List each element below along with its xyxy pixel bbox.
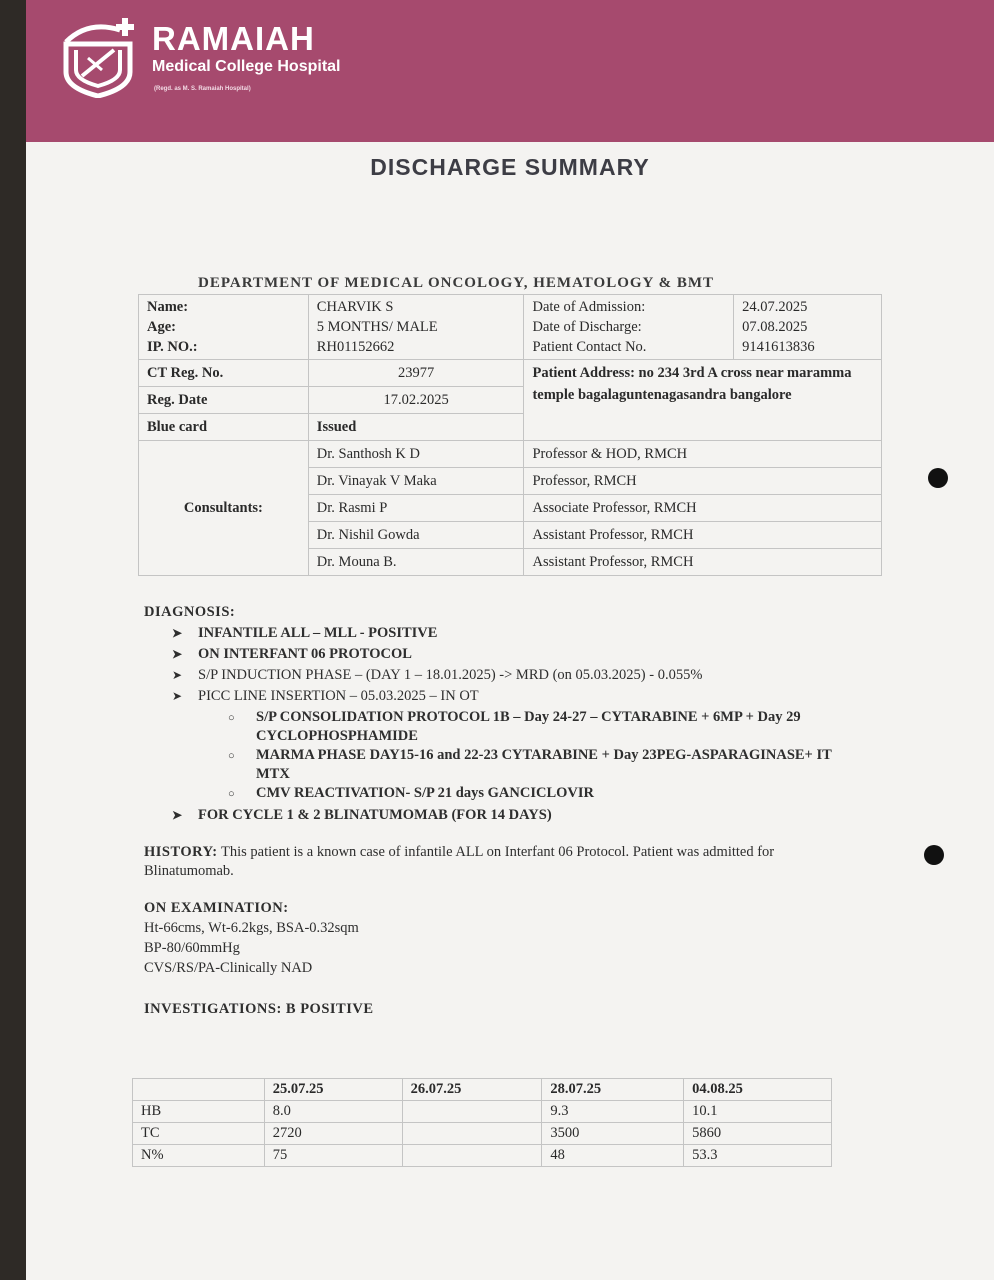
test-value xyxy=(402,1123,542,1145)
diagnosis-text: FOR CYCLE 1 & 2 BLINATUMOMAB (FOR 14 DAYS) xyxy=(198,807,552,823)
table-row xyxy=(139,360,882,387)
punch-hole-icon xyxy=(924,845,944,865)
history-section xyxy=(144,843,844,881)
test-value: 75 xyxy=(264,1145,402,1167)
examination-heading: ON EXAMINATION: xyxy=(144,900,289,916)
test-value: 10.1 xyxy=(684,1101,832,1123)
name-label: Name: xyxy=(147,299,189,315)
consultant-name: Dr. Nishil Gowda xyxy=(308,522,524,549)
test-label: TC xyxy=(133,1123,265,1145)
circle-bullet-icon: ○ xyxy=(228,788,235,800)
list-item xyxy=(172,686,844,803)
history-text: This patient is a known case of infantile ALL on Interfant 06 Protocol. Patient was admitted for Blinatumomab. xyxy=(144,844,775,879)
contact-label: Patient Contact No. xyxy=(532,339,647,355)
brand-subtitle: Medical College Hospital xyxy=(152,58,341,75)
list-item xyxy=(172,665,844,685)
consultant-name: Dr. Santhosh K D xyxy=(308,441,524,468)
arrow-bullet-icon: ➤ xyxy=(172,689,183,703)
patient-address xyxy=(524,360,882,441)
blue-card-label: Blue card xyxy=(139,414,309,441)
date-values xyxy=(734,295,882,360)
test-label: N% xyxy=(133,1145,265,1167)
ip-number: RH01152662 xyxy=(316,339,395,355)
date-header: 28.07.25 xyxy=(542,1079,684,1101)
diagnosis-text: PICC LINE INSERTION – 05.03.2025 – IN OT xyxy=(198,688,479,704)
arrow-bullet-icon: ➤ xyxy=(172,626,183,640)
diagnosis-subtext: CMV REACTIVATION- S/P 21 days GANCICLOVIR xyxy=(256,785,594,801)
list-item xyxy=(228,784,844,803)
reg-date-label: Reg. Date xyxy=(139,387,309,414)
investigations-heading: INVESTIGATIONS: B POSITIVE xyxy=(144,1001,374,1017)
diagnosis-subtext: S/P CONSOLIDATION PROTOCOL 1B – Day 24-27 – CYTARABINE + 6MP + Day 29 CYCLOPHOSPHAMIDE xyxy=(256,709,801,744)
examination-line: Ht-66cms, Wt-6.2kgs, BSA-0.32sqm xyxy=(144,920,359,936)
consultant-role: Associate Professor, RMCH xyxy=(524,495,882,522)
diagnosis-subtext: MARMA PHASE DAY15-16 and 22-23 CYTARABINE + Day 23PEG-ASPARAGINASE+ IT MTX xyxy=(256,747,832,782)
clinical-notes xyxy=(144,604,844,1019)
test-value: 48 xyxy=(542,1145,684,1167)
circle-bullet-icon: ○ xyxy=(228,712,235,724)
test-value: 2720 xyxy=(264,1123,402,1145)
diagnosis-sublist xyxy=(198,708,844,803)
document-page xyxy=(26,0,994,1280)
consultant-name: Dr. Vinayak V Maka xyxy=(308,468,524,495)
department-heading: DEPARTMENT OF MEDICAL ONCOLOGY, HEMATOLOGY & BMT xyxy=(198,275,714,291)
diagnosis-text: S/P INDUCTION PHASE – (DAY 1 – 18.01.2025) -> MRD (on 05.03.2025) - 0.055% xyxy=(198,667,703,683)
diagnosis-text: ON INTERFANT 06 PROTOCOL xyxy=(198,646,412,662)
examination-line: BP-80/60mmHg xyxy=(144,940,240,956)
date-header: 26.07.25 xyxy=(402,1079,542,1101)
address-value: no 234 3rd A cross near maramma temple bagalaguntenagasandra bangalore xyxy=(532,365,852,403)
examination-line: CVS/RS/PA-Clinically NAD xyxy=(144,960,313,976)
diagnosis-heading: DIAGNOSIS: xyxy=(144,604,236,620)
table-row xyxy=(133,1145,832,1167)
consultant-role: Assistant Professor, RMCH xyxy=(524,549,882,576)
admission-date: 24.07.2025 xyxy=(742,299,808,315)
discharge-label: Date of Discharge: xyxy=(532,319,642,335)
list-item xyxy=(172,805,844,825)
history-heading: HISTORY: xyxy=(144,844,218,860)
header-band xyxy=(26,0,994,142)
test-value: 9.3 xyxy=(542,1101,684,1123)
arrow-bullet-icon: ➤ xyxy=(172,647,183,661)
test-value: 8.0 xyxy=(264,1101,402,1123)
date-header: 04.08.25 xyxy=(684,1079,832,1101)
diagnosis-text: INFANTILE ALL – MLL - POSITIVE xyxy=(198,625,438,641)
consultant-role: Assistant Professor, RMCH xyxy=(524,522,882,549)
brand-tagline: (Regd. as M. S. Ramaiah Hospital) xyxy=(154,86,251,92)
table-row xyxy=(133,1079,832,1101)
brand-name: RAMAIAH xyxy=(152,20,315,57)
blue-card-value: Issued xyxy=(308,414,524,441)
list-item xyxy=(228,708,844,746)
table-row xyxy=(133,1123,832,1145)
document-title: DISCHARGE SUMMARY xyxy=(370,154,650,180)
hospital-logo-icon xyxy=(58,14,138,98)
arrow-bullet-icon: ➤ xyxy=(172,808,183,822)
consultants-label: Consultants: xyxy=(139,441,309,576)
punch-hole-icon xyxy=(928,468,948,488)
consultant-role: Professor, RMCH xyxy=(524,468,882,495)
table-corner-cell xyxy=(133,1079,265,1101)
arrow-bullet-icon: ➤ xyxy=(172,668,183,682)
date-labels xyxy=(524,295,734,360)
list-item xyxy=(172,623,844,643)
patient-values xyxy=(308,295,524,360)
age-label: Age: xyxy=(147,319,176,335)
examination-section xyxy=(144,899,844,978)
investigations-table xyxy=(132,1078,832,1167)
table-row xyxy=(139,441,882,468)
patient-age: 5 MONTHS/ MALE xyxy=(316,319,438,335)
list-item xyxy=(172,644,844,664)
consultant-name: Dr. Rasmi P xyxy=(308,495,524,522)
test-value: 5860 xyxy=(684,1123,832,1145)
ip-label: IP. NO.: xyxy=(147,339,198,355)
contact-number: 9141613836 xyxy=(742,339,815,355)
circle-bullet-icon: ○ xyxy=(228,750,235,762)
consultant-name: Dr. Mouna B. xyxy=(308,549,524,576)
date-header: 25.07.25 xyxy=(264,1079,402,1101)
table-row xyxy=(139,295,882,360)
test-value: 3500 xyxy=(542,1123,684,1145)
reg-date: 17.02.2025 xyxy=(308,387,524,414)
list-item xyxy=(228,746,844,784)
table-row xyxy=(133,1101,832,1123)
test-label: HB xyxy=(133,1101,265,1123)
ct-reg-label: CT Reg. No. xyxy=(139,360,309,387)
patient-info-table xyxy=(138,294,882,576)
address-label: Patient Address: xyxy=(532,365,635,381)
patient-labels xyxy=(139,295,309,360)
test-value: 53.3 xyxy=(684,1145,832,1167)
discharge-date: 07.08.2025 xyxy=(742,319,808,335)
test-value xyxy=(402,1145,542,1167)
consultant-role: Professor & HOD, RMCH xyxy=(524,441,882,468)
patient-name: CHARVIK S xyxy=(316,299,394,315)
test-value xyxy=(402,1101,542,1123)
diagnosis-list xyxy=(144,623,844,825)
ct-reg-number: 23977 xyxy=(308,360,524,387)
admission-label: Date of Admission: xyxy=(532,299,646,315)
